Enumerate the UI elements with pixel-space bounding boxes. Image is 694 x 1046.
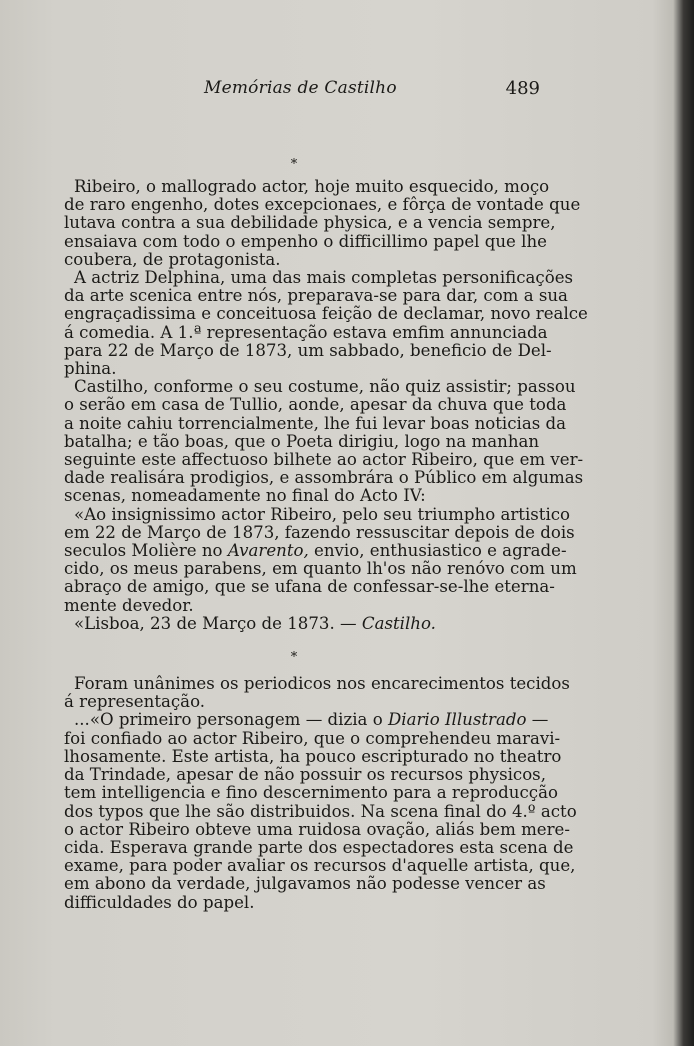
text-line: da arte scenica entre nós, preparava-se para dar, com a sua: [64, 286, 568, 306]
text-line: cido, os meus parabens, em quanto lh'os não renóvo com um: [64, 559, 577, 579]
text-line: dade realisára prodigios, e assombrára o Público em algumas: [64, 468, 584, 488]
paragraph-ribeiro: [64, 177, 581, 269]
text-line: dos typos que lhe são distribuidos. Na scena final do 4.º acto: [64, 801, 577, 821]
body-text: [64, 150, 588, 912]
text-line: em 22 de Março de 1873, fazendo ressuscitar depois de dois: [64, 522, 575, 542]
text-line: Foram unânimes os periodicos nos encarecimentos tecidos: [74, 674, 570, 694]
newspaper-name: Diario Illustrado: [387, 710, 527, 730]
text-span: seculos Molière no: [64, 541, 228, 561]
text-line: mente devedor.: [64, 595, 194, 615]
text-line: coubera, de protagonista.: [64, 249, 281, 269]
text-line: seguinte este affectuoso bilhete ao actor Ribeiro, que em ver-: [64, 450, 584, 470]
text-line: de raro engenho, dotes excepcionaes, e fôrça de vontade que: [64, 195, 581, 215]
text-line: o actor Ribeiro obteve uma ruidosa ovação, aliás bem mere-: [64, 819, 570, 839]
text-line: ensaiava com todo o empenho o difficillimo papel que lhe: [64, 231, 547, 251]
text-line: a noite cahiu torrencialmente, lhe fui levar boas noticias da: [64, 413, 567, 433]
text-line: difficuldades do papel.: [64, 892, 255, 912]
signoff-name: Castilho.: [361, 613, 436, 633]
text-line: phina.: [64, 359, 117, 379]
text-line: lutava contra a sua debilidade physica, e a vencia sempre,: [64, 213, 556, 233]
text-line: «Ao insignissimo actor Ribeiro, pelo seu triumpho artistico: [74, 504, 571, 524]
paragraph-castilho: [64, 377, 584, 506]
text-line: abraço de amigo, que se ufana de confessar-se-lhe eterna-: [64, 577, 555, 597]
letter-quote: [64, 504, 577, 633]
text-line: para 22 de Março de 1873, um sabbado, beneficio de Del-: [64, 340, 552, 360]
newspaper-quote: [64, 710, 577, 912]
text-line: batalha; e tão boas, que o Poeta dirigiu, logo na manhan: [64, 431, 540, 451]
text-line: o serão em casa de Tullio, aonde, apesar da chuva que toda: [64, 395, 567, 415]
signoff-date: «Lisboa, 23 de Março de 1873. —: [74, 613, 362, 633]
section-separator: *: [290, 650, 298, 666]
page-number: 489: [505, 78, 540, 99]
text-span: ...«O primeiro personagem — dizia o: [74, 710, 388, 730]
text-line: á comedia. A 1.ª representação estava emfim annunciada: [64, 322, 548, 342]
text-line: á representação.: [64, 692, 206, 712]
text-line: [64, 710, 549, 730]
running-title: Memórias de Castilho: [204, 78, 397, 98]
text-line: engraçadissima e conceituosa feição de declamar, novo realce: [64, 304, 588, 324]
text-line: exame, para poder avaliar os recursos d'aquelle artista, que,: [64, 856, 576, 876]
page-header: [64, 78, 540, 106]
text-span: envio, enthusiastico e agrade-: [308, 541, 567, 561]
text-line: [64, 541, 567, 561]
text-line: tem intelligencia e fino descernimento para a reproducção: [64, 783, 558, 803]
play-title: Avarento,: [227, 541, 309, 561]
text-line: A actriz Delphina, uma das mais completas personificações: [74, 268, 574, 288]
text-line: em abono da verdade, julgavamos não podesse vencer as: [64, 874, 546, 894]
text-line: Castilho, conforme o seu costume, não quiz assistir; passou: [74, 377, 576, 397]
text-line: Ribeiro, o mallogrado actor, hoje muito esquecido, moço: [74, 177, 550, 196]
text-span: —: [526, 710, 549, 730]
text-line: cida. Esperava grande parte dos espectadores esta scena de: [64, 837, 574, 857]
letter-signoff: [64, 615, 524, 633]
text-line: scenas, nomeadamente no final do Acto IV:: [64, 486, 426, 506]
section-separator: *: [290, 157, 298, 172]
text-line: foi confiado ao actor Ribeiro, que o comprehendeu maravi-: [64, 728, 561, 748]
text-line: da Trindade, apesar de não possuir os recursos physicos,: [64, 765, 546, 785]
paragraph-periodicos: [64, 674, 570, 712]
text-line: lhosamente. Este artista, ha pouco escripturado no theatro: [64, 746, 562, 766]
paragraph-delphina: [64, 268, 588, 379]
